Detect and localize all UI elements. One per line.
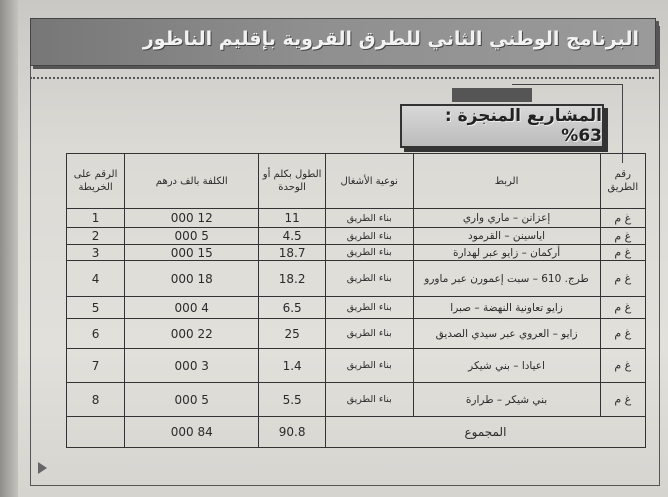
work-type-cell: بناء الطريق	[325, 383, 413, 417]
work-type-cell: بناء الطريق	[325, 319, 413, 349]
road-code-cell: غ م	[600, 261, 645, 297]
length-cell: 11	[259, 209, 326, 228]
header-cost: الكلفة بالف درهم	[125, 154, 259, 209]
link-cell: أركمان – زايو عبر لهدارة	[413, 245, 600, 261]
header-road-code: رقم الطريق	[600, 154, 645, 209]
length-cell: 18.2	[259, 261, 326, 297]
cost-cell: 22 000	[125, 319, 259, 349]
header-work-type: نوعية الأشغال	[325, 154, 413, 209]
link-cell: بني شيكر – طرارة	[413, 383, 600, 417]
cost-cell: 4 000	[125, 297, 259, 319]
work-type-cell: بناء الطريق	[325, 261, 413, 297]
table-row	[67, 319, 646, 349]
document-title: البرنامج الوطني الثاني للطرق القروية بإقليم الناظور	[142, 28, 639, 50]
link-cell: اعيادا – بني شيكر	[413, 349, 600, 383]
page-edge-shadow	[0, 0, 18, 497]
header-link: الربط	[413, 154, 600, 209]
work-type-cell: بناء الطريق	[325, 245, 413, 261]
table-row	[67, 228, 646, 245]
road-code-cell: غ م	[600, 228, 645, 245]
header-length: الطول بكلم أو الوحدة	[259, 154, 326, 209]
work-type-cell: بناء الطريق	[325, 228, 413, 245]
cost-cell: 12 000	[125, 209, 259, 228]
dotted-divider	[30, 77, 654, 79]
triangle-marker-icon	[38, 462, 47, 474]
map-number-cell: 6	[67, 319, 125, 349]
road-code-cell: غ م	[600, 349, 645, 383]
table-row	[67, 349, 646, 383]
link-cell: اياسينن – القرمود	[413, 228, 600, 245]
road-code-cell: غ م	[600, 383, 645, 417]
total-label: المجموع	[325, 417, 645, 448]
link-cell: زايو تعاونية النهضة – صبرا	[413, 297, 600, 319]
cost-cell: 3 000	[125, 349, 259, 383]
map-number-cell: 7	[67, 349, 125, 383]
cost-cell: 15 000	[125, 245, 259, 261]
total-cost: 84 000	[125, 417, 259, 448]
road-code-cell: غ م	[600, 209, 645, 228]
title-banner	[30, 18, 656, 66]
length-cell: 4.5	[259, 228, 326, 245]
map-number-cell: 5	[67, 297, 125, 319]
map-number-cell: 8	[67, 383, 125, 417]
road-code-cell: غ م	[600, 245, 645, 261]
badge-tab	[452, 88, 532, 102]
length-cell: 5.5	[259, 383, 326, 417]
link-cell: إعزانن – ماري واري	[413, 209, 600, 228]
length-cell: 25	[259, 319, 326, 349]
cost-cell: 5 000	[125, 383, 259, 417]
length-cell: 18.7	[259, 245, 326, 261]
map-number-cell: 4	[67, 261, 125, 297]
map-number-cell: 1	[67, 209, 125, 228]
completed-projects-label: المشاريع المنجزة : 63%	[444, 106, 602, 146]
completed-projects-badge	[400, 104, 604, 148]
work-type-cell: بناء الطريق	[325, 209, 413, 228]
header-map-number: الرقم على الخريطة	[67, 154, 125, 209]
map-number-cell: 3	[67, 245, 125, 261]
table-row	[67, 261, 646, 297]
total-empty-cell	[67, 417, 125, 448]
table-row	[67, 297, 646, 319]
map-number-cell: 2	[67, 228, 125, 245]
cost-cell: 5 000	[125, 228, 259, 245]
road-code-cell: غ م	[600, 297, 645, 319]
length-cell: 6.5	[259, 297, 326, 319]
table-row	[67, 209, 646, 228]
work-type-cell: بناء الطريق	[325, 297, 413, 319]
total-row	[67, 417, 646, 448]
work-type-cell: بناء الطريق	[325, 349, 413, 383]
length-cell: 1.4	[259, 349, 326, 383]
link-cell: طرج. 610 – سبت إعمورن عبر ماورو	[413, 261, 600, 297]
total-length: 90.8	[259, 417, 326, 448]
cost-cell: 18 000	[125, 261, 259, 297]
table-header-row	[67, 154, 646, 209]
roads-table	[66, 153, 646, 448]
table-row	[67, 383, 646, 417]
road-code-cell: غ م	[600, 319, 645, 349]
link-cell: زايو – العروي عبر سيدي الصديق	[413, 319, 600, 349]
table-row	[67, 245, 646, 261]
